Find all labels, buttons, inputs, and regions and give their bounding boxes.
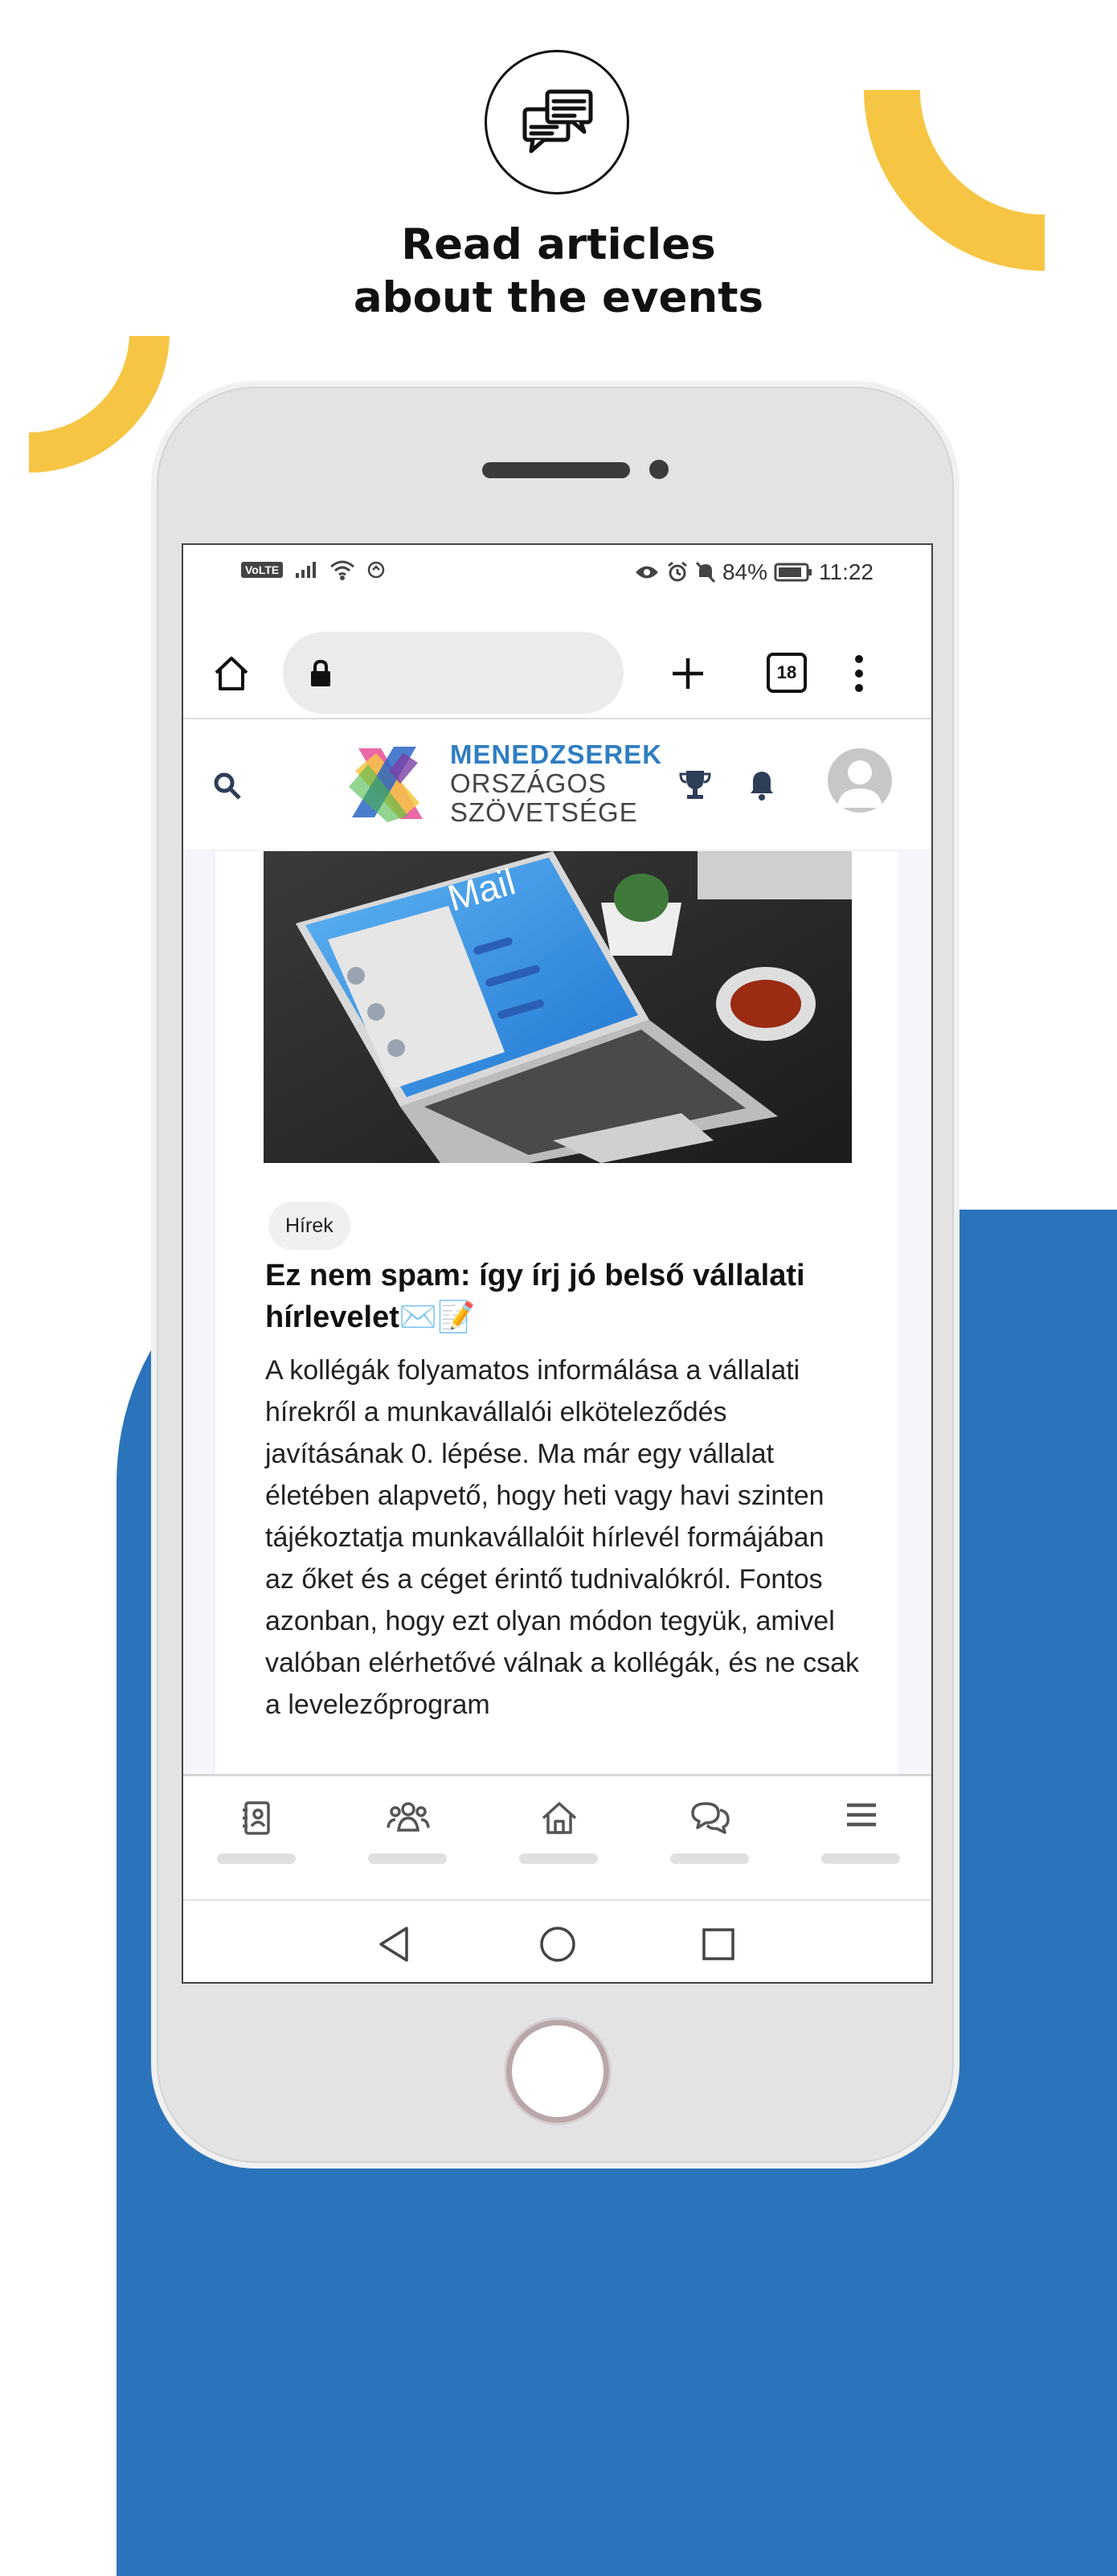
lock-icon <box>309 659 333 688</box>
site-header <box>183 719 931 850</box>
android-navigation <box>183 1899 931 1984</box>
search-icon[interactable] <box>212 771 243 801</box>
menu-icon <box>845 1800 878 1829</box>
logo-line-1: MENEDZSEREK <box>450 739 663 769</box>
home-icon <box>211 653 252 694</box>
more-button[interactable] <box>847 649 871 698</box>
browser-toolbar <box>183 617 931 719</box>
nav-indicator-2 <box>368 1853 447 1864</box>
browser-home-button[interactable] <box>207 649 256 698</box>
contacts-icon <box>241 1800 273 1836</box>
chat-icon <box>689 1800 731 1834</box>
logo-mark-icon[interactable] <box>344 739 432 827</box>
nav-people[interactable] <box>368 1800 448 1849</box>
plus-icon <box>670 656 706 691</box>
nav-contacts[interactable] <box>217 1800 297 1849</box>
recents-icon[interactable] <box>701 1927 736 1962</box>
headline-line-2: about the events <box>353 273 764 322</box>
trophy-icon[interactable] <box>678 768 712 801</box>
battery-icon <box>774 562 812 583</box>
image-screen-label: Mail <box>443 860 520 919</box>
clock: 11:22 <box>819 559 874 584</box>
data-saver-icon <box>366 560 386 579</box>
eye-icon <box>634 563 660 581</box>
headline <box>0 219 1117 325</box>
tabs-icon: 18 <box>776 662 797 682</box>
signal-icon <box>294 560 318 579</box>
nav-indicator-1 <box>217 1853 296 1864</box>
headline-line-1: Read articles <box>401 220 716 269</box>
status-bar <box>183 545 931 601</box>
nav-menu[interactable] <box>821 1800 902 1849</box>
battery-percent: 84% <box>722 559 767 584</box>
more-icon <box>853 654 865 693</box>
new-tab-button[interactable] <box>664 649 712 698</box>
alarm-icon <box>666 561 689 584</box>
nav-indicator-5 <box>821 1853 900 1864</box>
bell-icon[interactable] <box>747 768 776 801</box>
home-icon <box>540 1800 579 1836</box>
content-area <box>183 851 931 1774</box>
people-icon <box>387 1800 430 1833</box>
logo-line-3: SZÖVETSÉGE <box>450 797 638 827</box>
chat-bubbles-icon <box>485 50 629 195</box>
phone-camera <box>649 460 669 479</box>
wifi-icon <box>329 559 355 580</box>
phone-speaker <box>482 462 630 478</box>
volte-badge: VoLTE <box>241 562 283 578</box>
laptop-mail-illustration <box>264 851 852 1163</box>
home-circle-icon[interactable] <box>538 1925 577 1964</box>
tabs-button[interactable] <box>767 653 807 693</box>
address-bar[interactable] <box>283 632 624 714</box>
article-title[interactable]: Ez nem spam: így írj jó belső vállalati hírlevelet✉️📝 <box>265 1259 805 1334</box>
user-icon <box>828 748 892 813</box>
logo-wordmark[interactable] <box>450 740 662 827</box>
article-image[interactable] <box>264 851 852 1163</box>
nav-home[interactable] <box>519 1800 599 1849</box>
bottom-navigation <box>183 1774 931 1894</box>
logo-line-2: ORSZÁGOS <box>450 768 608 798</box>
avatar[interactable] <box>828 748 892 813</box>
back-icon[interactable] <box>376 1925 411 1964</box>
phone-screen <box>182 543 933 1984</box>
category-tag[interactable]: Hírek <box>268 1202 350 1250</box>
article-excerpt: A kollégák folyamatos informálása a vállalati hírekről a munkavállalói elköteleződés javításának 0. lépése. Ma már egy vállalat életében alapvető, hogy heti vagy havi szinten tájékoztatja munkavállalóit hírlevél formájában az őket és a céget érintő tudnivalókról. Fontos azonban, hogy ezt olyan módon tegyük, amivel valóban elérhetővé válnak a kollégák, és ne csak a levelezőprogram <box>265 1355 860 1720</box>
phone-home-button[interactable] <box>506 2020 609 2123</box>
nav-indicator-4 <box>670 1853 749 1864</box>
mute-bell-icon <box>695 561 716 584</box>
nav-indicator-3 <box>519 1853 598 1864</box>
nav-chat[interactable] <box>670 1800 751 1849</box>
yellow-arc-left <box>29 336 174 481</box>
